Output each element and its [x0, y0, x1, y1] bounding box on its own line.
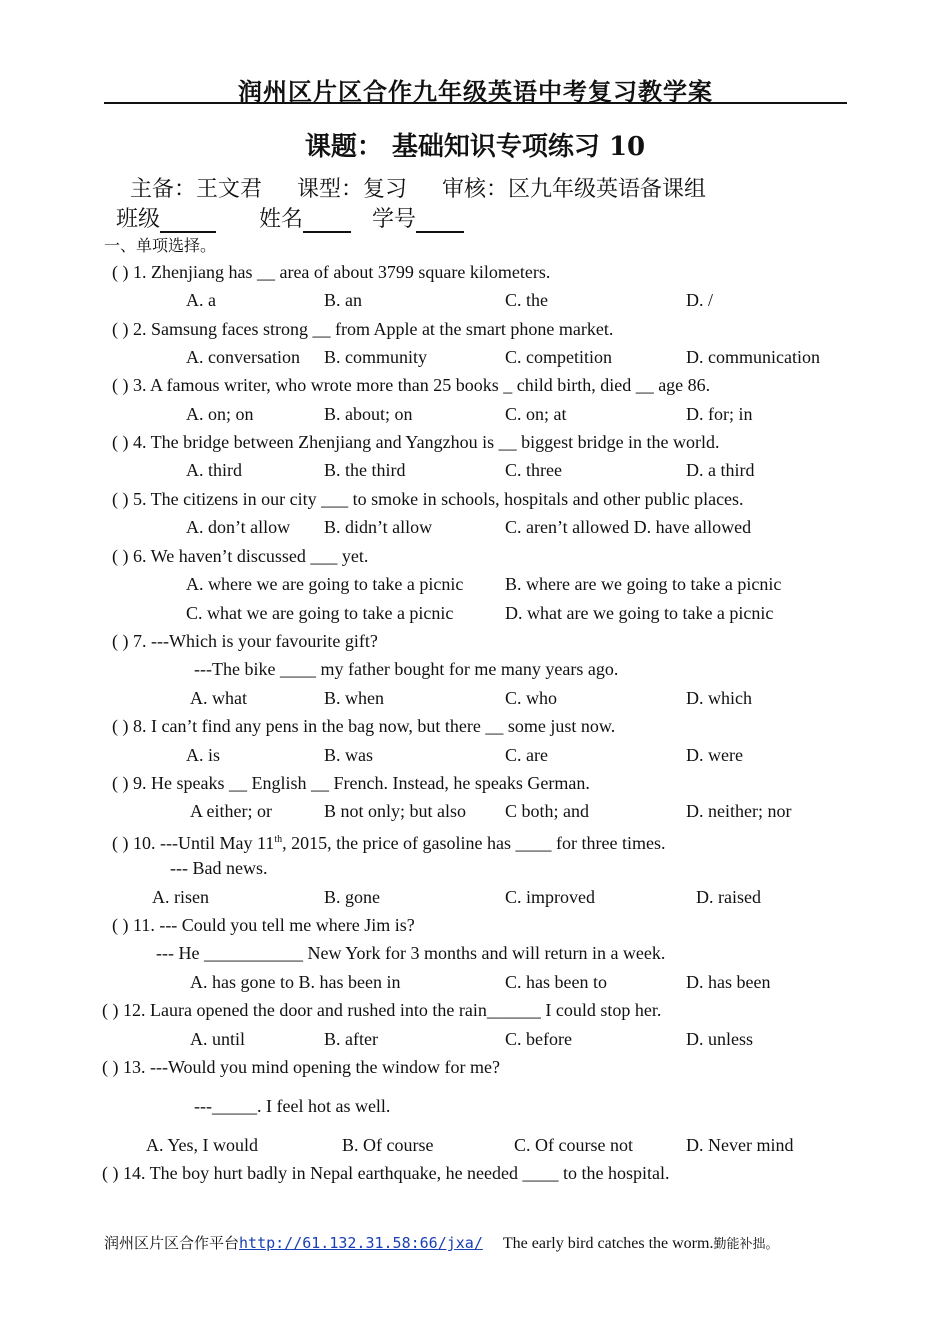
q7-option-c: C. who	[505, 688, 558, 708]
q10-stem-end: , 2015, the price of gasoline has ____ for three times.	[282, 833, 666, 853]
question-7-stem: ( ) 7. ---Which is your favourite gift?	[112, 631, 378, 651]
q8-option-c: C. are	[505, 745, 548, 765]
question-5-stem: ( ) 5. The citizens in our city ___ to smoke in schools, hospitals and other public places.	[112, 489, 744, 509]
q4-option-c: C. three	[505, 460, 562, 480]
class-blank	[160, 209, 216, 233]
question-8-stem: ( ) 8. I can’t find any pens in the bag now, but there __ some just now.	[112, 716, 616, 736]
name-blank	[303, 209, 351, 233]
question-11-response: --- He ___________ New York for 3 months and will return in a week.	[156, 943, 666, 963]
q6-option-a: A. where we are going to take a picnic	[186, 574, 464, 594]
q1-option-b: B. an	[324, 290, 362, 310]
class-label: 班级	[116, 207, 161, 232]
student-fields	[116, 202, 494, 233]
footer-platform: 润州区片区合作平台	[104, 1234, 240, 1252]
footer-proverb-en: The early bird catches the worm.	[502, 1235, 714, 1252]
q2-option-b: B. community	[324, 347, 427, 367]
q3-option-b: B. about; on	[324, 404, 413, 424]
q7-option-a: A. what	[190, 688, 247, 708]
q12-option-a: A. until	[190, 1029, 246, 1049]
worksheet-header-title: 润州区片区合作九年级英语中考复习教学案	[238, 77, 713, 106]
q10-stem-start: ( ) 10. ---Until May 11	[112, 833, 275, 853]
q4-option-d: D. a third	[686, 460, 755, 480]
q9-option-c: C both; and	[505, 801, 589, 821]
question-12-stem: ( ) 12. Laura opened the door and rushed into the rain______ I could stop her.	[102, 1000, 662, 1020]
section-heading: 一、单项选择。	[104, 236, 217, 255]
q2-option-d: D. communication	[686, 347, 820, 367]
preparer: 主备：王文君	[130, 177, 263, 202]
question-4-stem: ( ) 4. The bridge between Zhenjiang and Yangzhou is __ biggest bridge in the world.	[112, 432, 720, 452]
q7-option-b: B. when	[324, 688, 384, 708]
q10-ordinal-suffix: th	[274, 834, 283, 845]
q6-option-c: C. what we are going to take a picnic	[186, 603, 454, 623]
q8-option-a: A. is	[186, 745, 221, 765]
q7-option-d: D. which	[686, 688, 752, 708]
q5-option-b: B. didn’t allow	[324, 517, 433, 537]
q8-option-d: D. were	[686, 745, 743, 765]
q6-option-b: B. where are we going to take a picnic	[505, 574, 782, 594]
footer-proverb-cn: 勤能补拙。	[713, 1237, 779, 1252]
q6-option-d: D. what are we going to take a picnic	[505, 603, 774, 623]
question-13-stem: ( ) 13. ---Would you mind opening the window for me?	[102, 1057, 500, 1077]
reviewer: 审核：区九年级英语备课组	[442, 177, 707, 202]
q1-option-a: A. a	[186, 290, 216, 310]
q10-option-a: A. risen	[152, 887, 209, 907]
lesson-info	[130, 172, 734, 203]
q12-option-b: B. after	[324, 1029, 378, 1049]
page-footer	[104, 1232, 778, 1253]
q1-option-d: D. /	[686, 290, 713, 310]
q1-option-c: C. the	[505, 290, 548, 310]
question-7-response: ---The bike ____ my father bought for me many years ago.	[194, 659, 619, 679]
q12-option-d: D. unless	[686, 1029, 753, 1049]
q12-option-c: C. before	[505, 1029, 572, 1049]
question-10-response: --- Bad news.	[170, 858, 268, 878]
question-1-stem: ( ) 1. Zhenjiang has __ area of about 3799 square kilometers.	[112, 262, 551, 282]
question-14-stem: ( ) 14. The boy hurt badly in Nepal earthquake, he needed ____ to the hospital.	[102, 1163, 670, 1183]
question-6-stem: ( ) 6. We haven’t discussed ___ yet.	[112, 546, 369, 566]
lesson-title: 课题： 基础知识专项练习 10	[304, 132, 646, 162]
q8-option-b: B. was	[324, 745, 373, 765]
q11-option-d: D. has been	[686, 972, 771, 992]
question-13-response: ---_____. I feel hot as well.	[194, 1096, 391, 1116]
q10-option-d: D. raised	[696, 887, 761, 907]
q11-option-a-b: A. has gone to B. has been in	[190, 972, 401, 992]
q2-option-c: C. competition	[505, 347, 612, 367]
q10-option-b: B. gone	[324, 887, 380, 907]
q11-option-c: C. has been to	[505, 972, 607, 992]
q5-option-a: A. don’t allow	[186, 517, 291, 537]
q3-option-c: C. on; at	[505, 404, 567, 424]
question-11-stem: ( ) 11. --- Could you tell me where Jim is?	[112, 915, 415, 935]
question-10-stem	[112, 829, 666, 854]
q9-option-a: A either; or	[190, 801, 272, 821]
lesson-type: 课型：复习	[297, 177, 408, 202]
header-divider	[104, 102, 847, 104]
question-2-stem: ( ) 2. Samsung faces strong __ from Apple at the smart phone market.	[112, 319, 614, 339]
q4-option-b: B. the third	[324, 460, 406, 480]
q2-option-a: A. conversation	[186, 347, 300, 367]
q13-option-d: D. Never mind	[686, 1135, 794, 1155]
name-label: 姓名	[259, 207, 304, 232]
q13-option-a: A. Yes, I would	[146, 1135, 259, 1155]
q9-option-d: D. neither; nor	[686, 801, 792, 821]
id-blank	[416, 209, 464, 233]
question-3-stem: ( ) 3. A famous writer, who wrote more than 25 books _ child birth, died __ age 86.	[112, 375, 711, 395]
footer-url-link[interactable]: http://61.132.31.58:66/jxa/	[239, 1234, 483, 1252]
question-9-stem: ( ) 9. He speaks __ English __ French. Instead, he speaks German.	[112, 773, 590, 793]
q13-option-c: C. Of course not	[514, 1135, 633, 1155]
id-label: 学号	[372, 207, 417, 232]
q10-option-c: C. improved	[505, 887, 595, 907]
q3-option-a: A. on; on	[186, 404, 254, 424]
q4-option-a: A. third	[186, 460, 242, 480]
q3-option-d: D. for; in	[686, 404, 753, 424]
q9-option-b: B not only; but also	[324, 801, 467, 821]
q13-option-b: B. Of course	[342, 1135, 434, 1155]
q5-option-c-d: C. aren’t allowed D. have allowed	[505, 517, 752, 537]
